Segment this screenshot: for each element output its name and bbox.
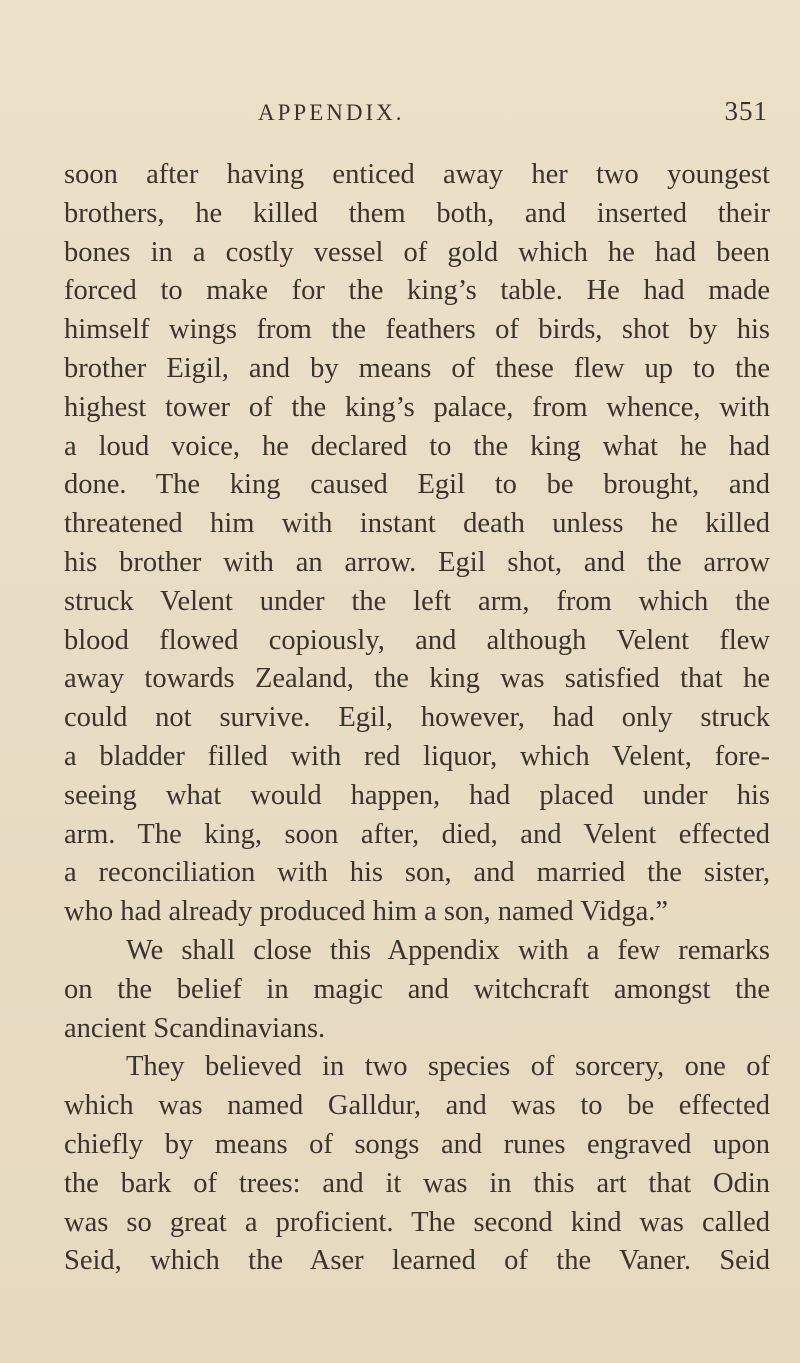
text-line: Seid, which the Aser learned of the Vaner. Seid (64, 1245, 770, 1277)
text-line: arm. The king, soon after, died, and Velent effected (64, 818, 770, 850)
text-line: struck Velent under the left arm, from which the (64, 585, 770, 617)
text-line: ancient Scandinavians. (64, 1012, 326, 1044)
text-line: away towards Zealand, the king was satisfied that he (64, 663, 770, 695)
text-line: highest tower of the king’s palace, from whence, with (64, 391, 770, 423)
page-header (258, 96, 768, 140)
text-line: bones in a costly vessel of gold which he had been (64, 236, 770, 268)
page-number: 351 (724, 96, 768, 126)
text-line: a loud voice, he declared to the king what he had (64, 430, 770, 462)
text-line: who had already produced him a son, named Vidga.” (64, 896, 668, 928)
text-line: brother Eigil, and by means of these flew up to the (64, 352, 770, 384)
text-line: could not survive. Egil, however, had only struck (64, 702, 770, 734)
text-line: on the belief in magic and witchcraft amongst the (64, 973, 770, 1005)
text-line: brothers, he killed them both, and inserted their (64, 197, 770, 229)
text-line: the bark of trees: and it was in this art that Odin (64, 1167, 770, 1199)
text-line: done. The king caused Egil to be brought, and (64, 469, 770, 501)
text-line: blood flowed copiously, and although Velent flew (64, 624, 770, 656)
text-line: forced to make for the king’s table. He had made (64, 275, 770, 307)
text-line: which was named Galldur, and was to be effected (64, 1090, 770, 1122)
text-line: They believed in two species of sorcery, one of (126, 1051, 770, 1083)
text-line: seeing what would happen, had placed under his (64, 779, 770, 811)
text-line: a bladder filled with red liquor, which Velent, fore- (64, 740, 770, 772)
text-line: threatened him with instant death unless he killed (64, 508, 770, 540)
text-line: himself wings from the feathers of birds, shot by his (64, 314, 770, 346)
text-line: We shall close this Appendix with a few remarks (126, 934, 770, 966)
body-text (64, 156, 770, 1281)
text-line: was so great a proficient. The second kind was called (64, 1206, 770, 1238)
running-head: APPENDIX. (258, 100, 405, 125)
text-line: a reconciliation with his son, and married the sister, (64, 857, 770, 889)
text-line: soon after having enticed away her two youngest (64, 159, 770, 190)
text-line: chiefly by means of songs and runes engraved upon (64, 1128, 770, 1160)
text-line: his brother with an arrow. Egil shot, and the arrow (64, 546, 770, 578)
